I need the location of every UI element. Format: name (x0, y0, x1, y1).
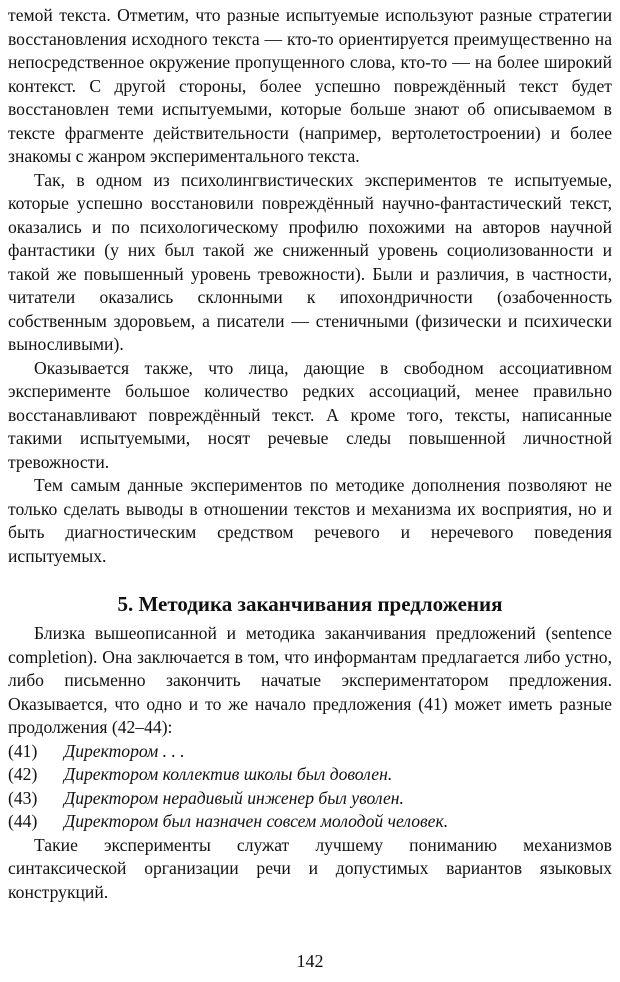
example-text: Директором коллектив школы был доволен. (64, 764, 393, 784)
example-number: (44) (8, 811, 38, 831)
example-item (8, 763, 612, 787)
example-text: Директором был назначен совсем молодой человек. (64, 811, 449, 831)
paragraph-4: Тем самым данные экспериментов по методике дополнения позволяют не только сделать выводы в отношении текстов и механизма их восприятия, но и быть диагностическим средством речевого и неречевого поведения испытуемых. (8, 475, 612, 566)
paragraph-1: темой текста. Отметим, что разные испытуемые используют разные стратегии восстановления исходного текста — кто-то ориентируется преимущественно на непосредственное окружение пропущенного слова, кто-то — на более широкий контекст. С другой стороны, более успешно повреждённый текст будет восстановлен теми испытуемыми, которые больше знают об описываемом в тексте фрагменте действительности (например, вертолетостроении) и более знакомы с жанром экспериментального текста. (8, 5, 612, 166)
example-item (8, 810, 612, 834)
example-text: Директором нерадивый инженер был уволен. (64, 787, 404, 808)
example-number: (43) (8, 787, 38, 808)
example-text: Директором . . . (64, 740, 185, 761)
example-item (8, 787, 612, 811)
section-heading: 5. Методика заканчивания предложения (117, 592, 503, 616)
example-item (8, 740, 612, 764)
example-number: (42) (8, 764, 38, 784)
book-page (8, 4, 612, 978)
paragraph-2: Так, в одном из психолингвистических экспериментов те испытуемые, которые успешно восстановили повреждённый научно-фантастический текст, оказались и по психологическому профилю похожими на авторов научной фантастики (у них был такой же сниженный уровень социолизованности и такой же повышенный уровень тревожности). Были и различия, в частности, читатели оказались склонными к ипохондричности (озабоченность собственным здоровьем, а писатели — стеничными (физически и психически выносливыми). (8, 169, 612, 354)
example-list (8, 740, 612, 834)
section-intro: Близка вышеописанной и методика заканчивания предложений (sentence completion). Она заключается в том, что информантам предлагается либо устно, либо письменно закончить начатые экспериментатором предложения. Оказывается, что одно и то же начало предложения (41) может иметь разные продолжения (42–44): (8, 623, 612, 737)
closing-paragraph: Такие эксперименты служат лучшему пониманию механизмов синтаксической организации речи и допустимых вариантов языковых конструкций. (8, 834, 612, 902)
paragraph-3: Оказывается также, что лица, дающие в свободном ассоциативном эксперименте большое количество редких ассоциаций, менее правильно восстанавливают повреждённый текст. А кроме того, тексты, написанные такими испытуемыми, носят речевые следы повышенной личностной тревожности. (8, 357, 612, 472)
page-number: 142 (296, 951, 324, 971)
example-number: (41) (8, 740, 38, 761)
